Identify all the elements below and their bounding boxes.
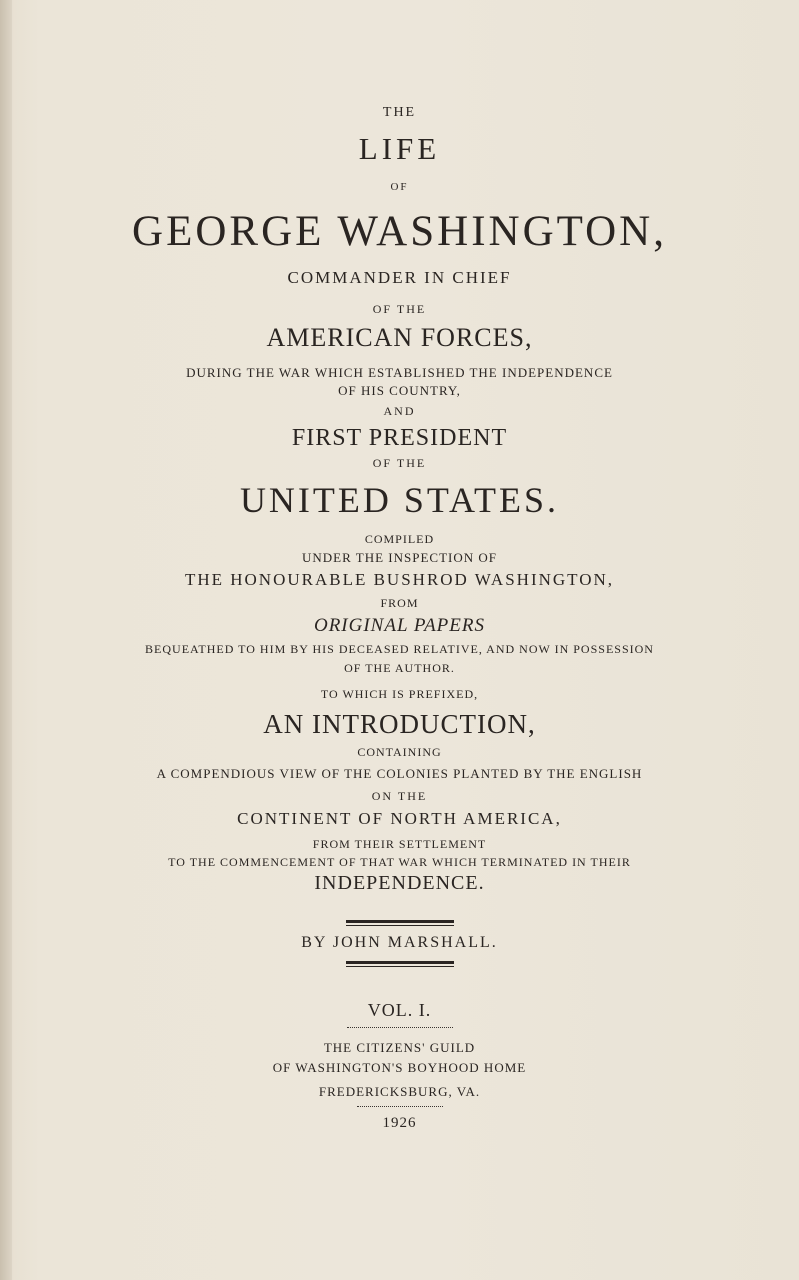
double-rule-top [346,920,454,926]
dotted-rule-volume [347,1027,453,1028]
dotted-rule-publisher [357,1106,443,1107]
prefixed-line: TO WHICH IS PREFIXED, [320,687,479,701]
containing-label: CONTAINING [357,745,442,759]
honourable-line: THE HONOURABLE BUSHROD WASHINGTON, [184,570,615,589]
the-label: THE [382,105,417,120]
independence-heading: INDEPENDENCE. [314,872,485,894]
introduction-heading: AN INTRODUCTION, [263,709,536,739]
commander-line: COMMANDER IN CHIEF [287,268,512,287]
double-rule-bottom [346,961,454,967]
on-the-label: ON THE [371,789,428,803]
continent-line: CONTINENT OF NORTH AMERICA, [237,809,562,828]
publisher-line-2: OF WASHINGTON'S BOYHOOD HOME [272,1060,527,1075]
during-line-2: OF HIS COUNTRY, [338,383,461,398]
forces-heading: AMERICAN FORCES, [266,323,533,352]
during-line-1: DURING THE WAR WHICH ESTABLISHED THE INDEPENDENCE [186,365,613,380]
and-label: AND [383,404,416,418]
compendious-line: A COMPENDIOUS VIEW OF THE COLONIES PLANTED BY THE ENGLISH [156,766,643,781]
subject-heading: GEORGE WASHINGTON, [132,208,667,255]
compiled-label: COMPILED [364,532,435,546]
bequeathed-line-1: BEQUEATHED TO HIM BY HIS DECEASED RELATIVE, AND NOW IN POSSESSION [145,642,654,656]
from-label: FROM [380,596,419,610]
of-the-label: OF THE [372,302,427,316]
settlement-line: FROM THEIR SETTLEMENT [312,837,487,851]
under-inspection-line: UNDER THE INSPECTION OF [301,550,497,565]
of-the-label-2: OF THE [372,456,427,470]
author-line: BY JOHN MARSHALL. [301,934,498,951]
original-papers-line: ORIGINAL PAPERS [313,615,486,636]
bequeathed-line-2: OF THE AUTHOR. [344,661,455,675]
commencement-line: TO THE COMMENCEMENT OF THAT WAR WHICH TERMINATED IN THEIR [168,855,631,869]
volume-line: VOL. I. [367,1000,432,1020]
of-label: OF [390,181,409,193]
publisher-line-3: FREDERICKSBURG, VA. [318,1084,481,1099]
year-line: 1926 [382,1115,417,1131]
publisher-line-1: THE CITIZENS' GUILD [323,1040,476,1055]
life-heading: LIFE [358,131,441,166]
first-president-heading: FIRST PRESIDENT [291,425,508,451]
united-states-heading: UNITED STATES. [239,480,560,520]
